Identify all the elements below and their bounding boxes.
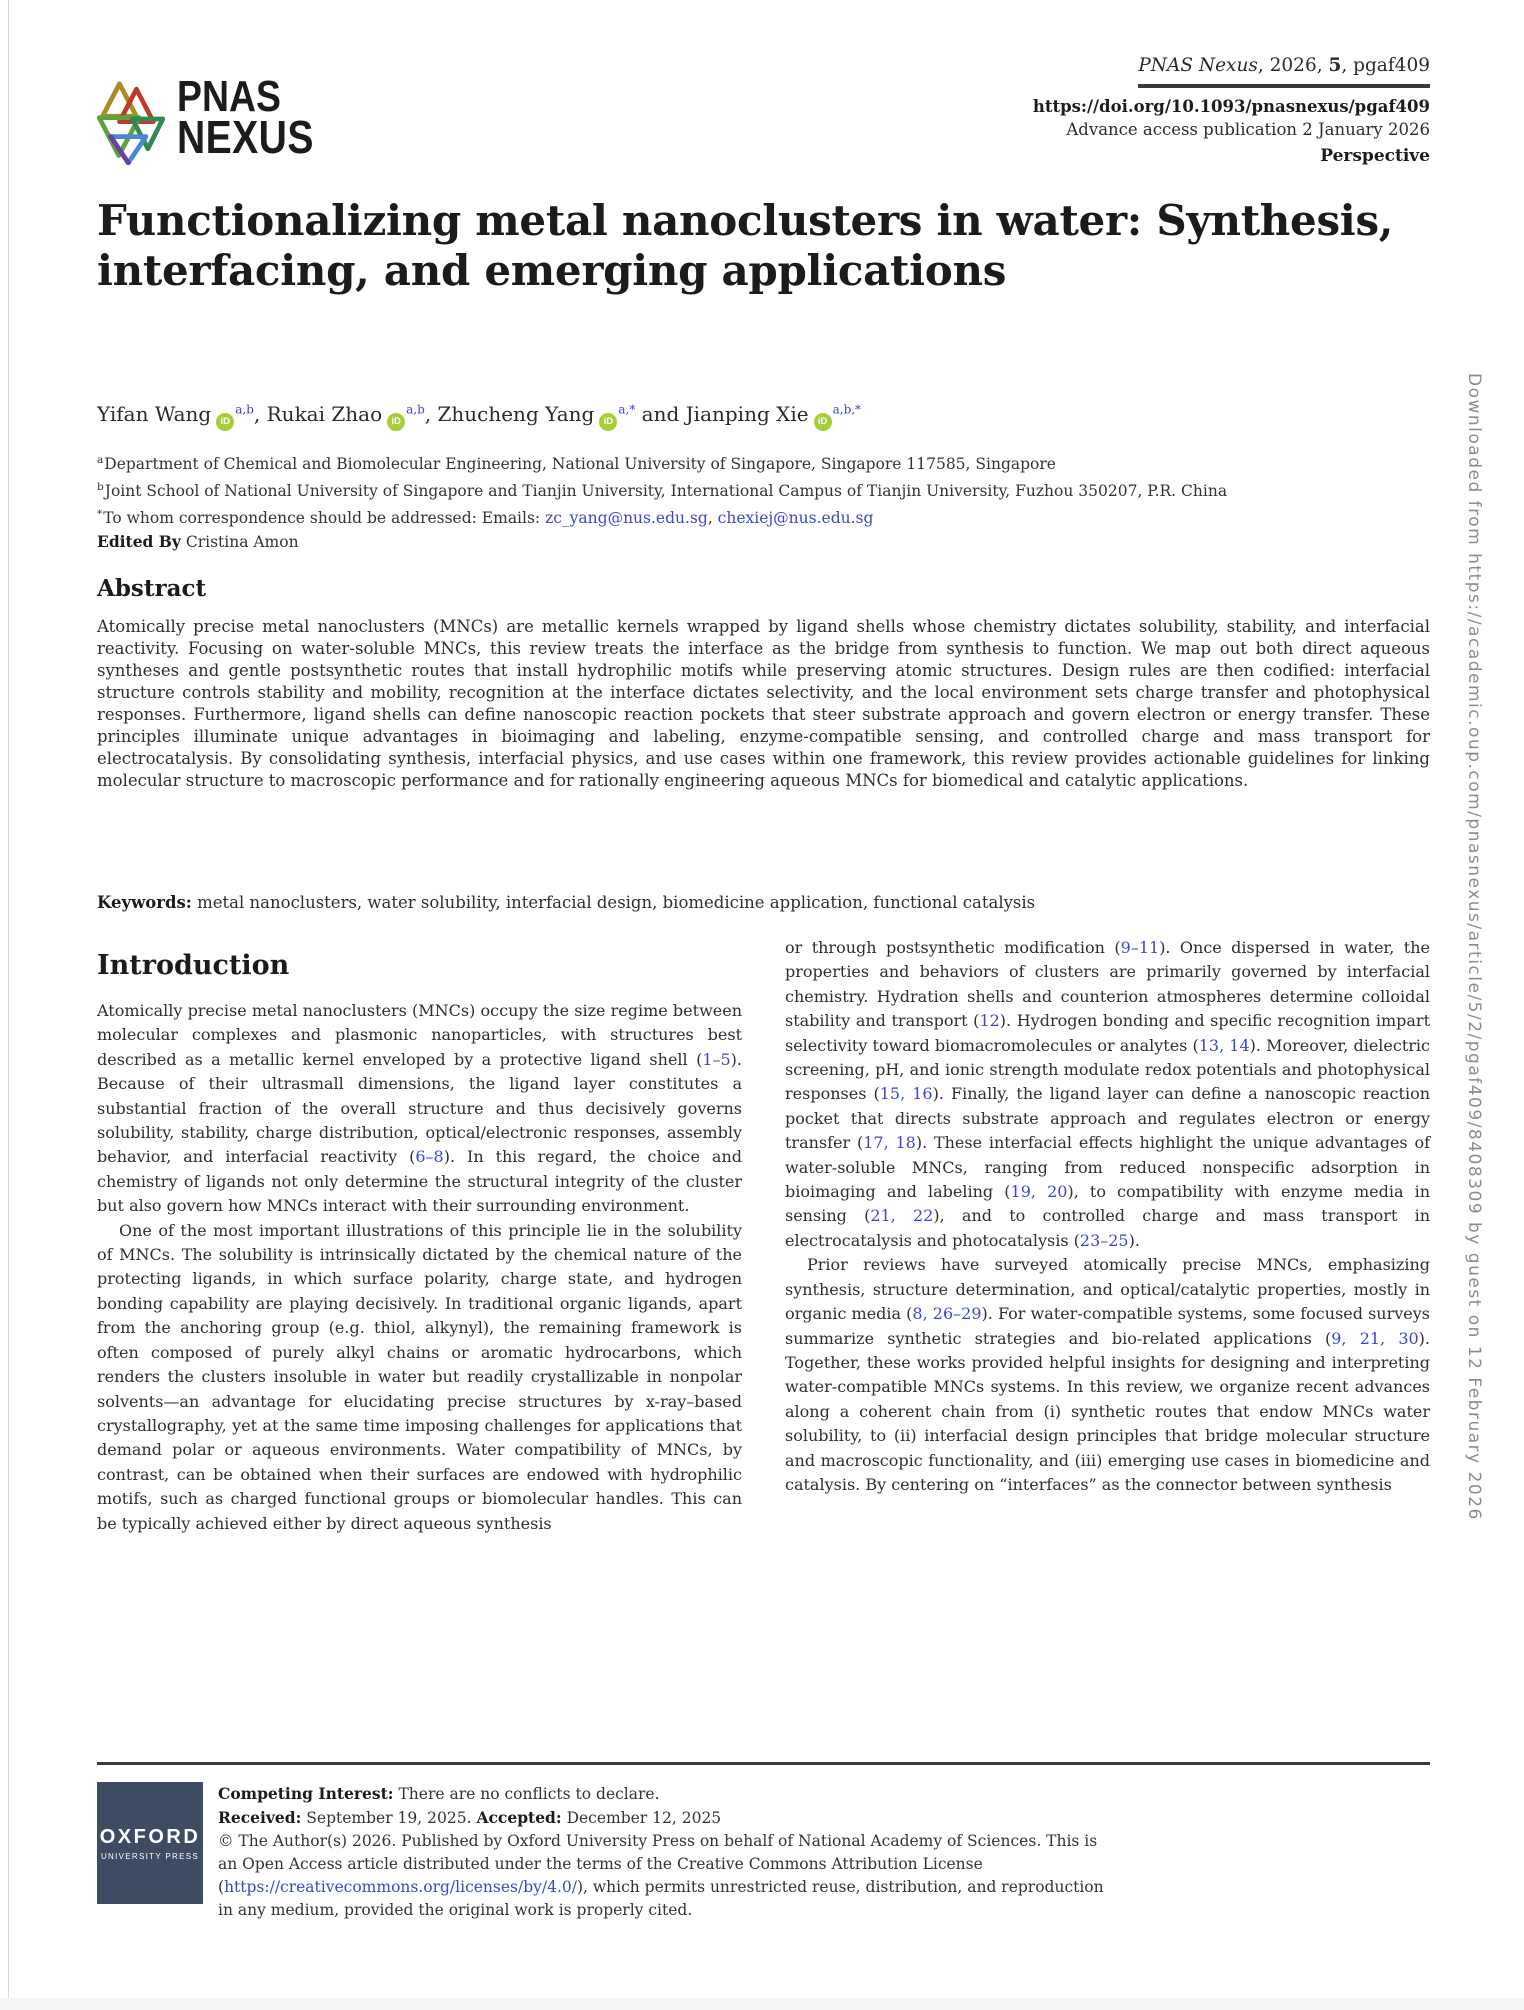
editor-name: Cristina Amon (185, 533, 299, 552)
edited-by-line (97, 530, 1430, 554)
abstract-section (97, 575, 1430, 792)
pnas-nexus-logo (97, 72, 338, 165)
author-affiliation-sup: a,b (235, 402, 254, 417)
competing-interest-line (218, 1782, 1118, 1806)
affiliation-line: $^b$Joint School of National University of Singapore and Tianjin University, International Campus of Tianjin University, Fuzhou 350207, P.R. China (97, 481, 1228, 501)
keywords-text: metal nanoclusters, water solubility, interfacial design, biomedicine application, functional catalysis (197, 893, 1036, 912)
author-name: Rukai Zhao (266, 402, 383, 426)
advance-access-line: Advance access publication 2 January 2026 (1066, 120, 1430, 139)
introduction-heading: Introduction (97, 950, 290, 981)
intro-paragraph: or through postsynthetic modification (9–11). Once dispersed in water, the properties and behaviors of clusters are primarily governed by interfacial chemistry. Hydration shells and counterion atmospheres determine colloidal stability and transport (12). Hydrogen bonding and specific recognition impart selectivity toward biomacromolecules or analytes (13, 14). Moreover, dielectric screening, pH, and ionic strength modulate redox potentials and photophysical responses (15, 16). Finally, the ligand layer can define a nanoscopic reaction pocket that directs substrate approach and regulates electron or energy transfer (17, 18). These interfacial effects highlight the unique advantages of water-soluble MNCs, ranging from reduced nonspecific adsorption in bioimaging and labeling (19, 20), to compatibility with enzyme media in sensing (21, 22), and to controlled charge and mass transport in electrocatalysis and photocatalysis (23–25). (785, 938, 1431, 1250)
journal-citation-line (1138, 55, 1430, 88)
doi-link[interactable]: https://doi.org/10.1093/pnasnexus/pgaf409 (1032, 97, 1430, 116)
citation-link[interactable]: 21, 22 (870, 1206, 934, 1226)
footer (97, 1762, 1430, 1922)
journal-elocation: , pgaf409 (1341, 55, 1430, 76)
article-title-line: interfacing, and emerging applications (97, 246, 1007, 295)
citation-link[interactable]: 19, 20 (1010, 1182, 1068, 1202)
received-date: September 19, 2025. (306, 1809, 472, 1827)
orcid-icon[interactable]: iD (216, 413, 234, 431)
logo-text-pnas: PNAS (177, 72, 281, 121)
citation-link[interactable]: 9–11 (1120, 938, 1160, 957)
received-label: Received: (218, 1808, 302, 1827)
article-title-line: Functionalizing metal nanoclusters in water: Synthesis, (97, 196, 1394, 245)
citation-link[interactable]: 17, 18 (863, 1133, 916, 1153)
copyright-line (218, 1830, 1118, 1922)
affiliation-line: $^a$Department of Chemical and Biomolecular Engineering, National University of Singapore, Singapore 117585, Singapore (97, 454, 1056, 474)
orcid-icon[interactable]: iD (599, 413, 617, 431)
author-affiliation-sup: a,b (406, 402, 425, 417)
journal-year: , 2026, (1257, 55, 1329, 76)
license-link[interactable]: https://creativecommons.org/licenses/by/4.0/ (224, 1878, 577, 1896)
citation-link[interactable]: 12 (979, 1011, 1000, 1031)
accepted-label: Accepted: (476, 1808, 562, 1827)
keywords-label: Keywords: (97, 893, 192, 912)
correspondence-email-link[interactable]: chexiej@nus.edu.sg (717, 509, 874, 528)
logo-wordmark (177, 72, 314, 165)
accepted-date: December 12, 2025 (566, 1809, 722, 1827)
author-affiliation-sup: a,* (618, 402, 636, 417)
article-title (97, 196, 1430, 296)
citation-link[interactable]: 6–8 (415, 1147, 444, 1167)
logo-text-nexus: NEXUS (177, 110, 314, 163)
competing-interest-text: There are no conflicts to declare. (398, 1785, 660, 1803)
oup-logo-line1: OXFORD (99, 1825, 201, 1848)
pnas-nexus-logo-mark-icon (97, 77, 165, 165)
abstract-heading: Abstract (97, 575, 207, 602)
intro-column-left (97, 936, 742, 1536)
correspondence-email-link[interactable]: zc_yang@nus.edu.sg (545, 509, 708, 528)
orcid-icon[interactable]: iD (814, 413, 832, 431)
author-name: Zhucheng Yang (437, 402, 595, 426)
footer-notes (218, 1782, 1118, 1922)
masthead-right-block (1033, 55, 1430, 166)
copyright-text-after: ), which permits unrestricted reuse, distribution, and reproduction in any medium, provided the original work is properly cited. (218, 1878, 1104, 1919)
download-watermark: Downloaded from https://academic.oup.com/pnasnexus/article/5/2/pgaf409/8408309 by guest on 12 February 2026 (1464, 373, 1484, 1521)
author-name: Jianping Xie (685, 402, 809, 426)
oxford-university-press-logo (97, 1782, 203, 1904)
author-affiliation-sup: a,b,* (832, 402, 862, 417)
footer-rule (97, 1762, 1430, 1765)
citation-link[interactable]: 9, 21, 30 (1331, 1328, 1419, 1348)
correspondence-line: *To whom correspondence should be addressed: Emails: zc_yang@nus.edu.sg, chexiej@nus.edu.sg (97, 508, 874, 528)
copyright-text-before: © The Author(s) 2026. Published by Oxford University Press on behalf of National Academy of Sciences. This is an Open Access article distributed under the terms of the Creative Commons Attribution License ( (218, 1832, 1098, 1896)
oup-logo-line2: UNIVERSITY PRESS (100, 1851, 199, 1861)
introduction-section (97, 936, 1430, 1536)
received-accepted-line (218, 1806, 1118, 1830)
intro-paragraph: Atomically precise metal nanoclusters (MNCs) occupy the size regime between molecular complexes and plasmonic nanoparticles, with structures best described as a metallic kernel enveloped by a protective ligand shell (1–5). Because of their ultrasmall dimensions, the ligand layer constitutes a substantial fraction of the overall structure and thus decisively governs solubility, stability, charge distribution, optical/electronic responses, assembly behavior, and interfacial reactivity (6–8). In this regard, the choice and chemistry of ligands not only determine the structural integrity of the cluster but also govern how MNCs interact with their surrounding environment. (97, 1001, 743, 1216)
masthead (97, 55, 1430, 166)
edited-by-label: Edited By (97, 532, 181, 552)
page-edge-line (8, 0, 9, 1998)
citation-link[interactable]: 15, 16 (879, 1084, 933, 1104)
journal-volume: 5 (1328, 55, 1342, 76)
citation-link[interactable]: 13, 14 (1198, 1035, 1250, 1055)
intro-paragraph: One of the most important illustrations of this principle lie in the solubility of MNCs. The solubility is intrinsically dictated by the chemical nature of the protecting ligands, in which surface polarity, charge state, and hydrogen bonding capability are playing decisively. In traditional organic ligands, apart from the anchoring group (e.g. thiol, alkynyl), the remaining framework is often composed of purely alkyl chains or aromatic hydrocarbons, which renders the clusters insoluble in water but readily crystallizable in nonpolar solvents—an advantage for elucidating precise structures by x-ray–based crystallography, yet at the same time imposing challenges for applications that demand polar or aqueous environments. Water compatibility of MNCs, by contrast, can be obtained when their surfaces are endowed with hydrophilic motifs, such as charged functional groups or biomolecular handles. This can be typically achieved either by direct aqueous synthesis (97, 1220, 742, 1533)
intro-paragraph: Prior reviews have surveyed atomically precise MNCs, emphasizing synthesis, structure determination, and optical/catalytic properties, mostly in organic media (8, 26–29). For water-compatible systems, some focused surveys summarize synthetic strategies and bio-related applications (9, 21, 30). Together, these works provided helpful insights for designing and interpreting water-compatible MNCs systems. In this review, we organize recent advances along a coherent chain from (i) synthetic routes that endow MNCs water solubility, to (ii) interfacial design principles that bridge molecular structure and macroscopic functionality, and (iii) emerging use cases in biomedicine and catalysis. By centering on “interfaces” as the connector between synthesis (785, 1255, 1431, 1494)
orcid-icon[interactable]: iD (387, 413, 405, 431)
citation-link[interactable]: 8, 26–29 (912, 1304, 982, 1324)
author-name: Yifan Wang (97, 402, 212, 426)
citation-link[interactable]: 1–5 (702, 1049, 731, 1069)
abstract-text: Atomically precise metal nanoclusters (MNCs) are metallic kernels wrapped by ligand shells whose chemistry dictates solubility, stability, and interfacial reactivity. Focusing on water-soluble MNCs, this review treats the interface as the bridge from synthesis to function. We map out both direct aqueous syntheses and gentle postsynthetic routes that install hydrophilic motifs while preserving atomic structures. Design rules are then codified: interfacial structure controls stability and mobility, recognition at the interface dictates selectivity, and the local environment sets charge transfer and photophysical responses. Furthermore, ligand shells can define nanoscopic reaction pockets that steer substrate approach and govern electron or energy transfer. These principles illuminate unique advantages in bioimaging and labeling, enzyme-compatible sensing, and controlled charge and mass transport for electrocatalysis. By consolidating synthesis, interfacial physics, and use cases within one framework, this review provides actionable guidelines for linking molecular structure to macroscopic performance and for rationally engineering aqueous MNCs for biomedical and catalytic applications. (97, 617, 1430, 790)
keywords-line (97, 893, 1035, 912)
journal-name: PNAS Nexus (1138, 55, 1258, 76)
intro-column-right (785, 936, 1430, 1536)
article-type-badge: Perspective (1320, 146, 1430, 166)
authors-row: Yifan Wang iD$^{a,b}$, Rukai Zhao iD$^{a,b}$, Zhucheng Yang $iD^{a,*}$ and Jianping Xie $iD^{a,b,*}$ (97, 402, 861, 431)
affiliations-block (97, 449, 1430, 554)
citation-link[interactable]: 23–25 (1079, 1230, 1129, 1250)
competing-interest-label: Competing Interest: (218, 1784, 394, 1803)
